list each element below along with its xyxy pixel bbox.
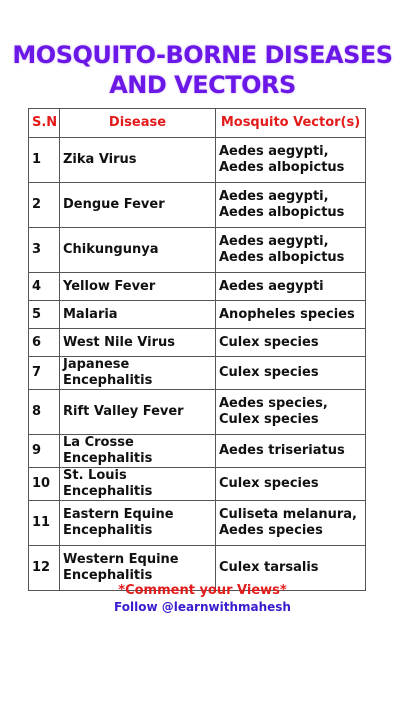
table-row — [29, 301, 366, 329]
header-disease: Disease — [60, 109, 216, 138]
cell-disease: Zika Virus — [60, 138, 216, 183]
table-row — [29, 273, 366, 301]
cell-disease: Japanese Encephalitis — [60, 357, 216, 390]
cell-disease: Yellow Fever — [60, 273, 216, 301]
cell-vector: Aedes aegypti, Aedes albopictus — [216, 138, 366, 183]
title-line-2: AND VECTORS — [109, 71, 296, 99]
cell-vector: Aedes species, Culex species — [216, 390, 366, 435]
cell-sn: 8 — [29, 390, 60, 435]
table-row — [29, 228, 366, 273]
cell-disease: Rift Valley Fever — [60, 390, 216, 435]
cell-sn: 1 — [29, 138, 60, 183]
cell-vector: Culex species — [216, 329, 366, 357]
cell-vector: Aedes triseriatus — [216, 435, 366, 468]
cell-sn: 6 — [29, 329, 60, 357]
table-row — [29, 138, 366, 183]
cell-vector: Aedes aegypti, Aedes albopictus — [216, 228, 366, 273]
diseases-table — [28, 108, 366, 591]
cell-disease: Malaria — [60, 301, 216, 329]
cell-vector: Anopheles species — [216, 301, 366, 329]
cell-disease: West Nile Virus — [60, 329, 216, 357]
cell-vector: Culex species — [216, 468, 366, 501]
table-row — [29, 329, 366, 357]
cell-vector: Aedes aegypti, Aedes albopictus — [216, 183, 366, 228]
cell-sn: 2 — [29, 183, 60, 228]
cell-sn: 7 — [29, 357, 60, 390]
cell-sn: 5 — [29, 301, 60, 329]
follow-handle: Follow @learnwithmahesh — [114, 600, 291, 614]
comment-callout: *Comment your Views* — [118, 583, 287, 598]
cell-sn: 10 — [29, 468, 60, 501]
table-row — [29, 501, 366, 546]
header-sn: S.N — [29, 109, 60, 138]
cell-sn: 11 — [29, 501, 60, 546]
table-row — [29, 435, 366, 468]
table-row — [29, 390, 366, 435]
header-vector: Mosquito Vector(s) — [216, 109, 366, 138]
table-row — [29, 357, 366, 390]
cell-sn: 12 — [29, 546, 60, 591]
cell-vector: Aedes aegypti — [216, 273, 366, 301]
cell-disease: Dengue Fever — [60, 183, 216, 228]
cell-sn: 3 — [29, 228, 60, 273]
cell-disease: Chikungunya — [60, 228, 216, 273]
cell-disease: Eastern Equine Encephalitis — [60, 501, 216, 546]
cell-vector: Culex tarsalis — [216, 546, 366, 591]
cell-sn: 4 — [29, 273, 60, 301]
table-row — [29, 183, 366, 228]
cell-sn: 9 — [29, 435, 60, 468]
cell-disease: St. Louis Encephalitis — [60, 468, 216, 501]
page-title — [0, 40, 405, 100]
table-header-row — [29, 109, 366, 138]
cell-disease: La Crosse Encephalitis — [60, 435, 216, 468]
cell-vector: Culex species — [216, 357, 366, 390]
cell-disease: Western Equine Encephalitis — [60, 546, 216, 591]
cell-vector: Culiseta melanura, Aedes species — [216, 501, 366, 546]
table-row — [29, 468, 366, 501]
title-line-1: MOSQUITO-BORNE DISEASES — [12, 41, 393, 69]
